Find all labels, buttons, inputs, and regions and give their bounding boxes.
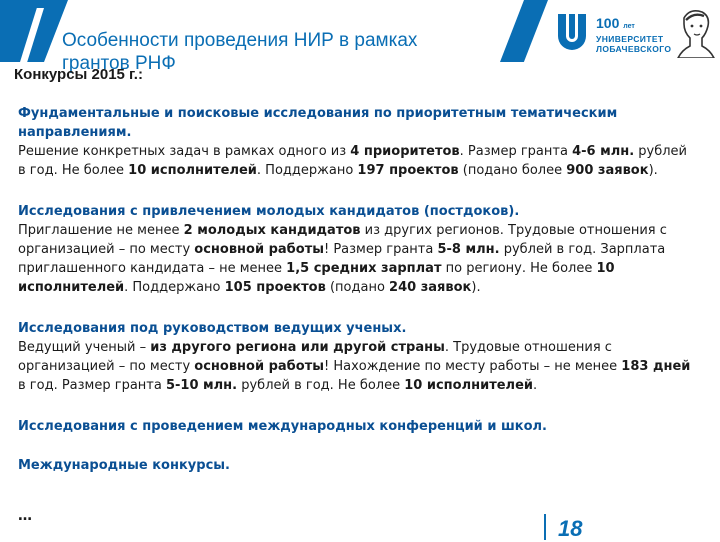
university-logo bbox=[552, 8, 716, 60]
emphasis-text: 183 дней bbox=[621, 359, 691, 374]
section-label: Конкурсы 2015 г.: bbox=[14, 66, 143, 83]
logo-line-1: УНИВЕРСИТЕТ bbox=[596, 34, 664, 44]
body-text: Приглашение не менее bbox=[18, 223, 184, 238]
emphasis-text: из другого региона или другой страны bbox=[150, 340, 445, 355]
page-number-divider bbox=[544, 514, 546, 540]
emphasis-text: 10 исполнителей bbox=[404, 378, 534, 393]
body-text: . Поддержано bbox=[124, 280, 225, 295]
body-text: рублей в год. Не более bbox=[237, 378, 405, 393]
emphasis-text: 5-8 млн. bbox=[437, 242, 500, 257]
page-number: 18 bbox=[558, 516, 583, 541]
logo-wordmark bbox=[596, 16, 671, 54]
emphasis-text: 2 молодых кандидатов bbox=[183, 223, 361, 238]
body-text: Ведущий ученый – bbox=[18, 340, 151, 355]
emphasis-text: 5-10 млн. bbox=[165, 378, 238, 393]
paragraph-heading: Фундаментальные и поисковые исследования по приоритетным тематическим направлениям. bbox=[18, 106, 618, 140]
logo-line-2: ЛОБАЧЕВСКОГО bbox=[596, 44, 672, 54]
body-text: рублей в год. Не более bbox=[18, 144, 688, 178]
paragraph-postdocs bbox=[18, 202, 698, 297]
body-text: ). bbox=[648, 163, 658, 178]
emphasis-text: 4-6 млн. bbox=[572, 144, 635, 159]
paragraph-heading: Исследования под руководством ведущих ученых. bbox=[18, 321, 407, 336]
body-text: Решение конкретных задач в рамках одного из bbox=[18, 144, 351, 159]
paragraph-fundamental bbox=[18, 104, 698, 180]
logo-badge: 100 bbox=[596, 15, 620, 31]
body-text: рублей в год. Зарплата приглашенного кандидата – не менее bbox=[18, 242, 666, 276]
emphasis-text: 105 проектов bbox=[224, 280, 326, 295]
paragraph-leading-scientists bbox=[18, 319, 698, 395]
emphasis-text: основной работы bbox=[194, 242, 324, 257]
paragraph-conferences bbox=[18, 417, 698, 436]
body-text: . Размер гранта bbox=[459, 144, 573, 159]
body-text: по региону. Не более bbox=[441, 261, 597, 276]
body-text: из других регионов. Трудовые отношения с организацией – по месту bbox=[18, 223, 667, 257]
body-text: . Трудовые отношения с организацией – по месту bbox=[18, 340, 612, 374]
paragraph-heading: Исследования с проведением международных конференций и школ. bbox=[18, 419, 547, 434]
emphasis-text: 4 приоритетов bbox=[350, 144, 460, 159]
emphasis-text: 10 исполнителей bbox=[128, 163, 257, 178]
body-text: (подано bbox=[325, 280, 390, 295]
emphasis-text: 1,5 средних зарплат bbox=[286, 261, 442, 276]
page-title: Особенности проведения НИР в рамках грантов РНФ bbox=[62, 30, 418, 74]
body-text: ! Размер гранта bbox=[323, 242, 438, 257]
emphasis-text: 900 заявок bbox=[566, 163, 649, 178]
body-text: . bbox=[533, 378, 538, 393]
university-emblem-icon bbox=[552, 12, 592, 56]
body-text: ! Нахождение по месту работы – не менее bbox=[323, 359, 622, 374]
body-text: в год. Размер гранта bbox=[18, 378, 166, 393]
body-text: . Поддержано bbox=[256, 163, 358, 178]
paragraph-international bbox=[18, 456, 698, 475]
paragraph-heading: Международные конкурсы. bbox=[18, 458, 230, 473]
emphasis-text: основной работы bbox=[194, 359, 324, 374]
emphasis-text: 240 заявок bbox=[389, 280, 472, 295]
content-body bbox=[18, 104, 698, 495]
body-text: ). bbox=[471, 280, 481, 295]
portrait-icon bbox=[676, 8, 716, 58]
paragraph-heading: Исследования с привлечением молодых кандидатов (постдоков). bbox=[18, 204, 520, 219]
emphasis-text: 197 проектов bbox=[357, 163, 459, 178]
logo-badge-suffix: лет bbox=[623, 23, 635, 30]
ellipsis: … bbox=[18, 508, 32, 524]
emphasis-text: 10 исполнителей bbox=[18, 261, 615, 295]
body-text: (подано более bbox=[458, 163, 567, 178]
